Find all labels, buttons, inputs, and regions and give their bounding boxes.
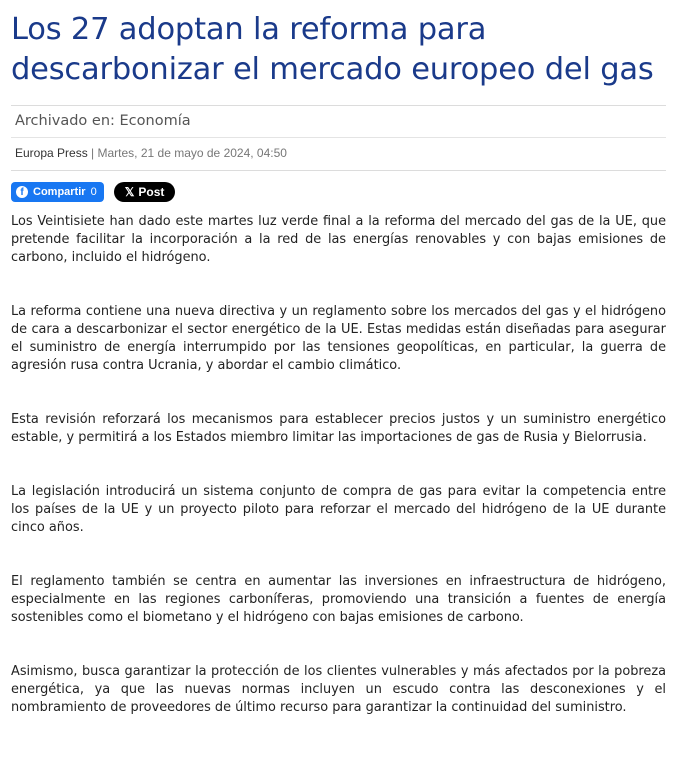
x-post-button[interactable]: [114, 182, 176, 202]
facebook-share-count: 0: [90, 186, 97, 198]
article-paragraph: Asimismo, busca garantizar la protección de los clientes vulnerables y más afectados por la pobreza energética, ya que las nuevas normas incluyen un escudo contra las desconexiones y el nombramiento de proveedores de último recurso para garantizar la continuidad del suministro.: [11, 664, 666, 715]
x-logo-icon: 𝕏: [124, 185, 135, 199]
article-paragraph: La legislación introducirá un sistema conjunto de compra de gas para evitar la competencia entre los países de la UE y un proyecto piloto para reforzar el mercado del hidrógeno de la UE durante cinco años.: [11, 484, 666, 535]
article-paragraph: Los Veintisiete han dado este martes luz verde final a la reforma del mercado del gas de la UE, que pretende facilitar la incorporación a la red de las energías renovables y con bajas emisiones de carbono, incluido el hidrógeno.: [11, 214, 666, 265]
article-meta: [11, 105, 666, 171]
source-name: Europa Press: [15, 146, 88, 160]
article-paragraph: El reglamento también se centra en aumentar las inversiones en infraestructura de hidrógeno, especialmente en las regiones carboníferas, promoviendo una transición a fuentes de energía sostenibles como el biometano y el hidrógeno con bajas emisiones de carbono.: [11, 574, 666, 625]
archive-category[interactable]: Archivado en: Economía: [11, 106, 666, 138]
publish-date: Martes, 21 de mayo de 2024, 04:50: [97, 146, 287, 160]
article-page: [0, 10, 676, 717]
article-paragraph: Esta revisión reforzará los mecanismos para establecer precios justos y un suministro energético estable, y permitirá a los Estados miembro limitar las importaciones de gas de Rusia y Bielorrusia.: [11, 412, 666, 445]
x-post-label: Post: [138, 185, 165, 199]
facebook-share-button[interactable]: [11, 182, 104, 202]
article-title: Los 27 adoptan la reforma para descarbonizar el mercado europeo del gas: [11, 12, 654, 87]
article-paragraph: La reforma contiene una nueva directiva y un reglamento sobre los mercados del gas y el hidrógeno de cara a descarbonizar el sector energético de la UE. Estas medidas están diseñadas para asegurar el suministro de energía interrumpido por las tensiones geopolíticas, en particular, la guerra de agresión rusa contra Ucrania, y abordar el cambio climático.: [11, 304, 666, 373]
facebook-icon: f: [16, 186, 28, 198]
facebook-share-label: Compartir: [33, 186, 86, 198]
share-bar: [11, 171, 666, 213]
article-body: [11, 213, 666, 717]
byline-separator: |: [87, 146, 98, 160]
byline: [11, 138, 666, 170]
